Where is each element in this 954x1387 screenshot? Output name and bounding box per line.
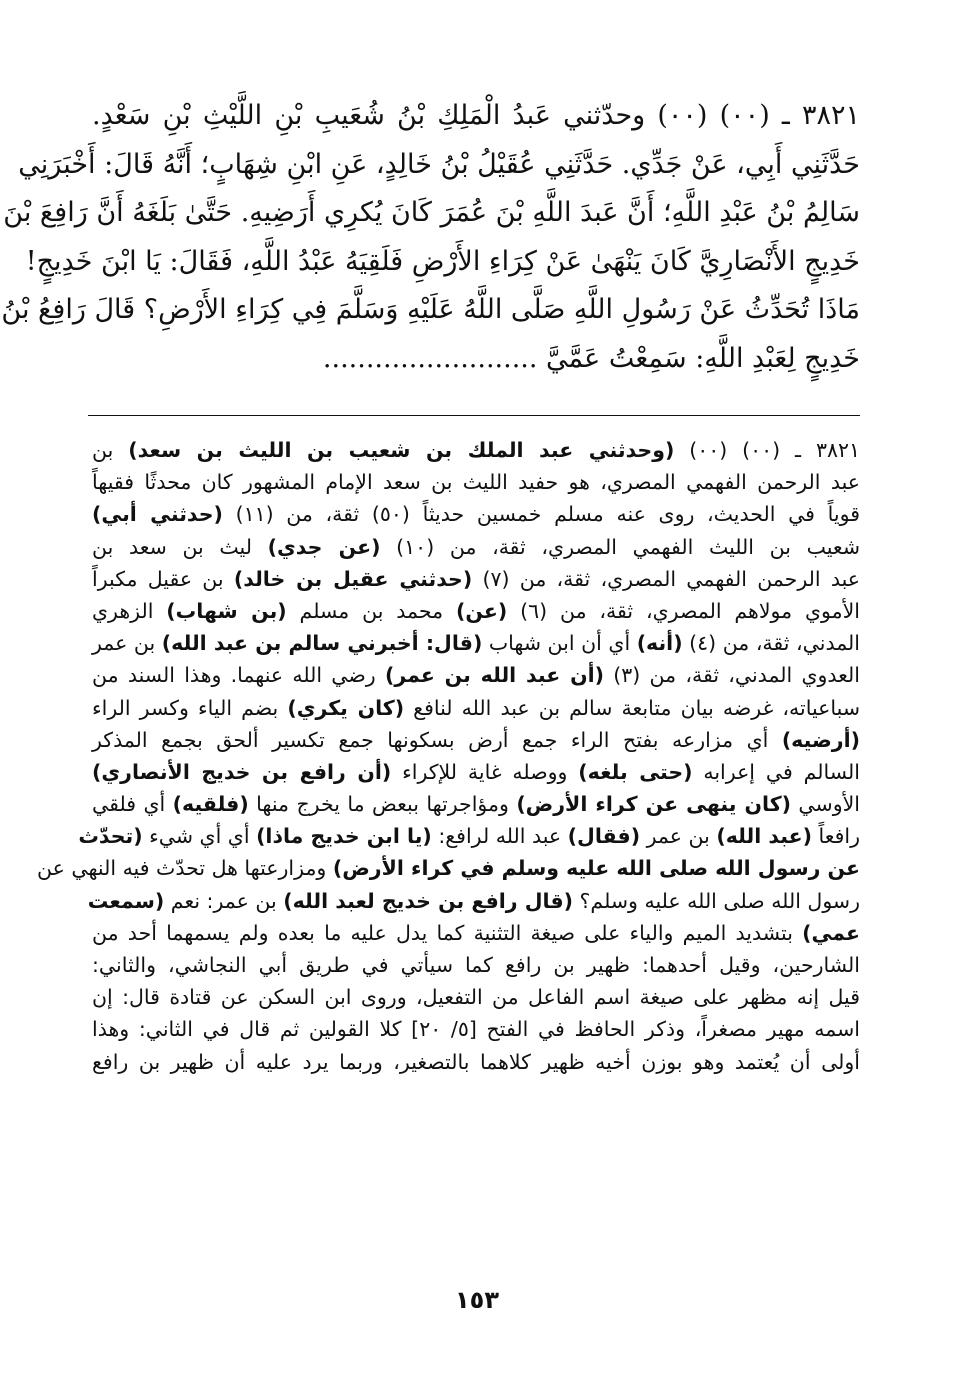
commentary-text	[37, 434, 861, 1078]
commentary-segment: قيل إنه مظهر على صيغة اسم الفاعل من التفعيل، وروى ابن السكن عن قتادة قال: إن	[92, 985, 860, 1010]
quoted-phrase: (كان ينهى عن كراء الأرض)	[516, 792, 791, 817]
commentary-segment: السالم في إعرابه	[692, 759, 861, 784]
commentary-segment: ٣٨٢١ ـ (٠٠) (٠٠)	[674, 438, 860, 462]
hadith-line: مَاذَا تُحَدِّثُ عَنْ رَسُولِ اللَّهِ صَلَّى اللَّهُ عَلَيْهِ وَسَلَّمَ فِي كِرَاءِ الأَرْضِ؟ قَالَ رَافِعُ بْنُ	[1, 294, 860, 326]
quoted-phrase: (عن جدي)	[267, 534, 381, 559]
commentary-segment: أي مزارعه بفتح الراء جمع أرض بسكونها جمع تكسير ألحق بجمع المذكر	[92, 727, 782, 752]
commentary-segment: بضم الياء وكسر الراء	[92, 695, 288, 720]
quoted-phrase: (حتى بلغه)	[578, 759, 693, 784]
commentary-line	[92, 724, 860, 756]
commentary-segment: رافعاً	[811, 824, 860, 849]
commentary-segment: سباعياته، غرضه بيان متابعة سالم بن عبد الله لنافع	[404, 695, 860, 720]
quoted-phrase: (سمعت	[87, 888, 165, 913]
commentary-segment: ليث بن سعد بن	[92, 534, 268, 559]
quoted-phrase: (قال: أخبرني سالم بن عبد الله)	[161, 631, 483, 656]
commentary-segment: أي فلقي	[92, 792, 173, 817]
commentary-segment: بن عمر: نعم	[164, 888, 284, 913]
commentary-line	[92, 949, 860, 981]
quoted-phrase: (يا ابن خديج ماذا)	[256, 824, 432, 849]
commentary-segment: بن	[92, 438, 129, 462]
commentary-line	[87, 885, 860, 917]
quoted-phrase: (فقال)	[567, 824, 641, 849]
commentary-line	[92, 981, 860, 1013]
commentary-line	[92, 788, 860, 820]
commentary-segment: بن عمر	[92, 631, 162, 656]
commentary-segment: قوياً في الحديث، روى عنه مسلم خمسين حديثاً (٥٠) ثقة، من (١١)	[222, 502, 860, 527]
commentary-line	[37, 852, 860, 884]
quoted-phrase: (تحدّث	[78, 824, 143, 849]
commentary-segment: رسول الله صلى الله عليه وسلم؟	[573, 888, 860, 913]
commentary-line	[92, 498, 860, 530]
quoted-phrase: (وحدثني عبد الملك بن شعيب بن الليث بن سعد)	[128, 438, 675, 462]
commentary-segment: أي أي شيء	[142, 824, 257, 849]
quoted-phrase: (عبد الله)	[716, 824, 812, 849]
commentary-segment: رضي الله عنهما. وهذا السند من	[92, 663, 385, 688]
commentary-line	[92, 917, 860, 949]
commentary-segment: عبد الله لرافع:	[431, 824, 568, 849]
commentary-segment: الشارحين، وقيل أحدهما: ظهير بن رافع كما سيأتي في طريق أبي النجاشي، والثاني:	[92, 953, 860, 977]
commentary-line	[92, 563, 860, 595]
commentary-line	[92, 531, 860, 563]
commentary-line	[92, 1046, 860, 1078]
quoted-phrase: (أن رافع بن خديج الأنصاري)	[92, 759, 392, 784]
commentary-segment: شعيب بن الليث الفهمي المصري، ثقة، من (١٠)	[380, 534, 860, 559]
commentary-line	[92, 434, 860, 466]
commentary-line	[92, 659, 860, 691]
commentary-segment: ووصله غاية للإكراء	[391, 759, 579, 784]
commentary-segment: أولى أن يُعتمد وهو بوزن أخيه ظهير كلاهما بالتصغير، وربما يرد عليه أن ظهير بن رافع	[92, 1049, 860, 1074]
commentary-line	[92, 627, 860, 659]
commentary-line	[78, 820, 860, 852]
hadith-line: خَدِيجٍ لِعَبْدِ اللَّهِ: سَمِعْتُ عَمَّيَّ .........................	[322, 342, 860, 374]
commentary-line	[92, 1013, 860, 1045]
page-number: ١٥٣	[455, 1286, 499, 1314]
commentary-segment: الأموي مولاهم المصري، ثقة، من (٦)	[507, 598, 860, 623]
quoted-phrase: (عن)	[456, 598, 508, 623]
commentary-segment: العدوي المدني، ثقة، من (٣)	[604, 663, 860, 688]
hadith-line: حَدَّثَنِي أَبِي، عَنْ جَدِّي. حَدَّثَنِي عُقَيْلُ بْنُ خَالِدٍ، عَنِ ابْنِ شِهَابٍ؛ أَنَّهُ قَالَ: أَخْبَرَنِي	[18, 148, 860, 180]
commentary-line	[92, 466, 860, 498]
quoted-phrase: عن رسول الله صلى الله عليه وسلم في كراء الأرض)	[332, 856, 860, 881]
footnote-divider	[88, 415, 860, 416]
quoted-phrase: عمي)	[802, 920, 860, 945]
quoted-phrase: (حدثني عقيل بن خالد)	[233, 566, 473, 591]
commentary-segment: ومؤاجرتها ببعض ما يخرج منها	[248, 792, 517, 817]
quoted-phrase: (أنه)	[636, 631, 683, 656]
commentary-segment: عبد الرحمن الفهمي المصري، هو حفيد الليث بن سعد الإمام المشهور كان محدثًا فقيهاً	[92, 470, 860, 495]
quoted-phrase: (كان يكري)	[287, 695, 405, 720]
commentary-segment: ومزارعتها هل تحدّث فيه النهي عن	[37, 856, 333, 881]
commentary-segment: المدني، ثقة، من (٤)	[682, 631, 861, 656]
commentary-segment: بن عقيل مكبراً	[92, 566, 234, 591]
hadith-text	[1, 92, 861, 384]
commentary-segment: الأوسي	[791, 792, 860, 817]
commentary-segment: بن عمر	[640, 824, 717, 849]
hadith-line: ٣٨٢١ ـ (٠٠) (٠٠) وحدّثني عَبدُ الْمَلِكِ بْنُ شُعَيبِ بْنِ اللَّيْثِ بْنِ سَعْدٍ.	[92, 100, 861, 131]
quoted-phrase: (بن شهاب)	[166, 598, 287, 623]
commentary-line	[92, 692, 860, 724]
quoted-phrase: (أرضيه)	[781, 727, 860, 752]
quoted-phrase: (فلقيه)	[172, 792, 249, 817]
commentary-line	[92, 756, 860, 788]
commentary-segment: محمد بن مسلم	[286, 598, 456, 623]
commentary-segment: الزهري	[92, 598, 167, 623]
quoted-phrase: (حدثني أبي)	[92, 502, 223, 527]
commentary-segment: بتشديد الميم والياء على صيغة التثنية كما يدل عليه ما بعده ولم يسمهما أحد من	[92, 920, 803, 945]
quoted-phrase: (قال رافع بن خديج لعبد الله)	[283, 888, 574, 913]
commentary-segment: اسمه مهير مصغراً، وذكر الحافظ في الفتح [٥/ ٢٠] كلا القولين ثم قال في الثاني: وهذا	[92, 1017, 860, 1042]
hadith-line: سَالِمُ بْنُ عَبْدِ اللَّهِ؛ أَنَّ عَبدَ اللَّهِ بْنَ عُمَرَ كَانَ يُكرِي أَرَضِيهِ. حَتَّىٰ بَلَغَهُ أَنَّ رَافِعَ بْنَ	[3, 197, 860, 229]
commentary-segment: عبد الرحمن الفهمي المصري، ثقة، من (٧)	[472, 566, 861, 591]
quoted-phrase: (أن عبد الله بن عمر)	[384, 663, 605, 688]
commentary-line	[92, 595, 860, 627]
commentary-segment: أي أن ابن شهاب	[482, 631, 637, 656]
hadith-line: خَدِيجٍ الأَنْصَارِيَّ كَانَ يَنْهَىٰ عَنْ كِرَاءِ الأَرْضِ فَلَقِيَهُ عَبْدُ اللَّهِ، فَقَالَ: يَا ابْنَ خَدِيجٍ!	[25, 245, 860, 277]
